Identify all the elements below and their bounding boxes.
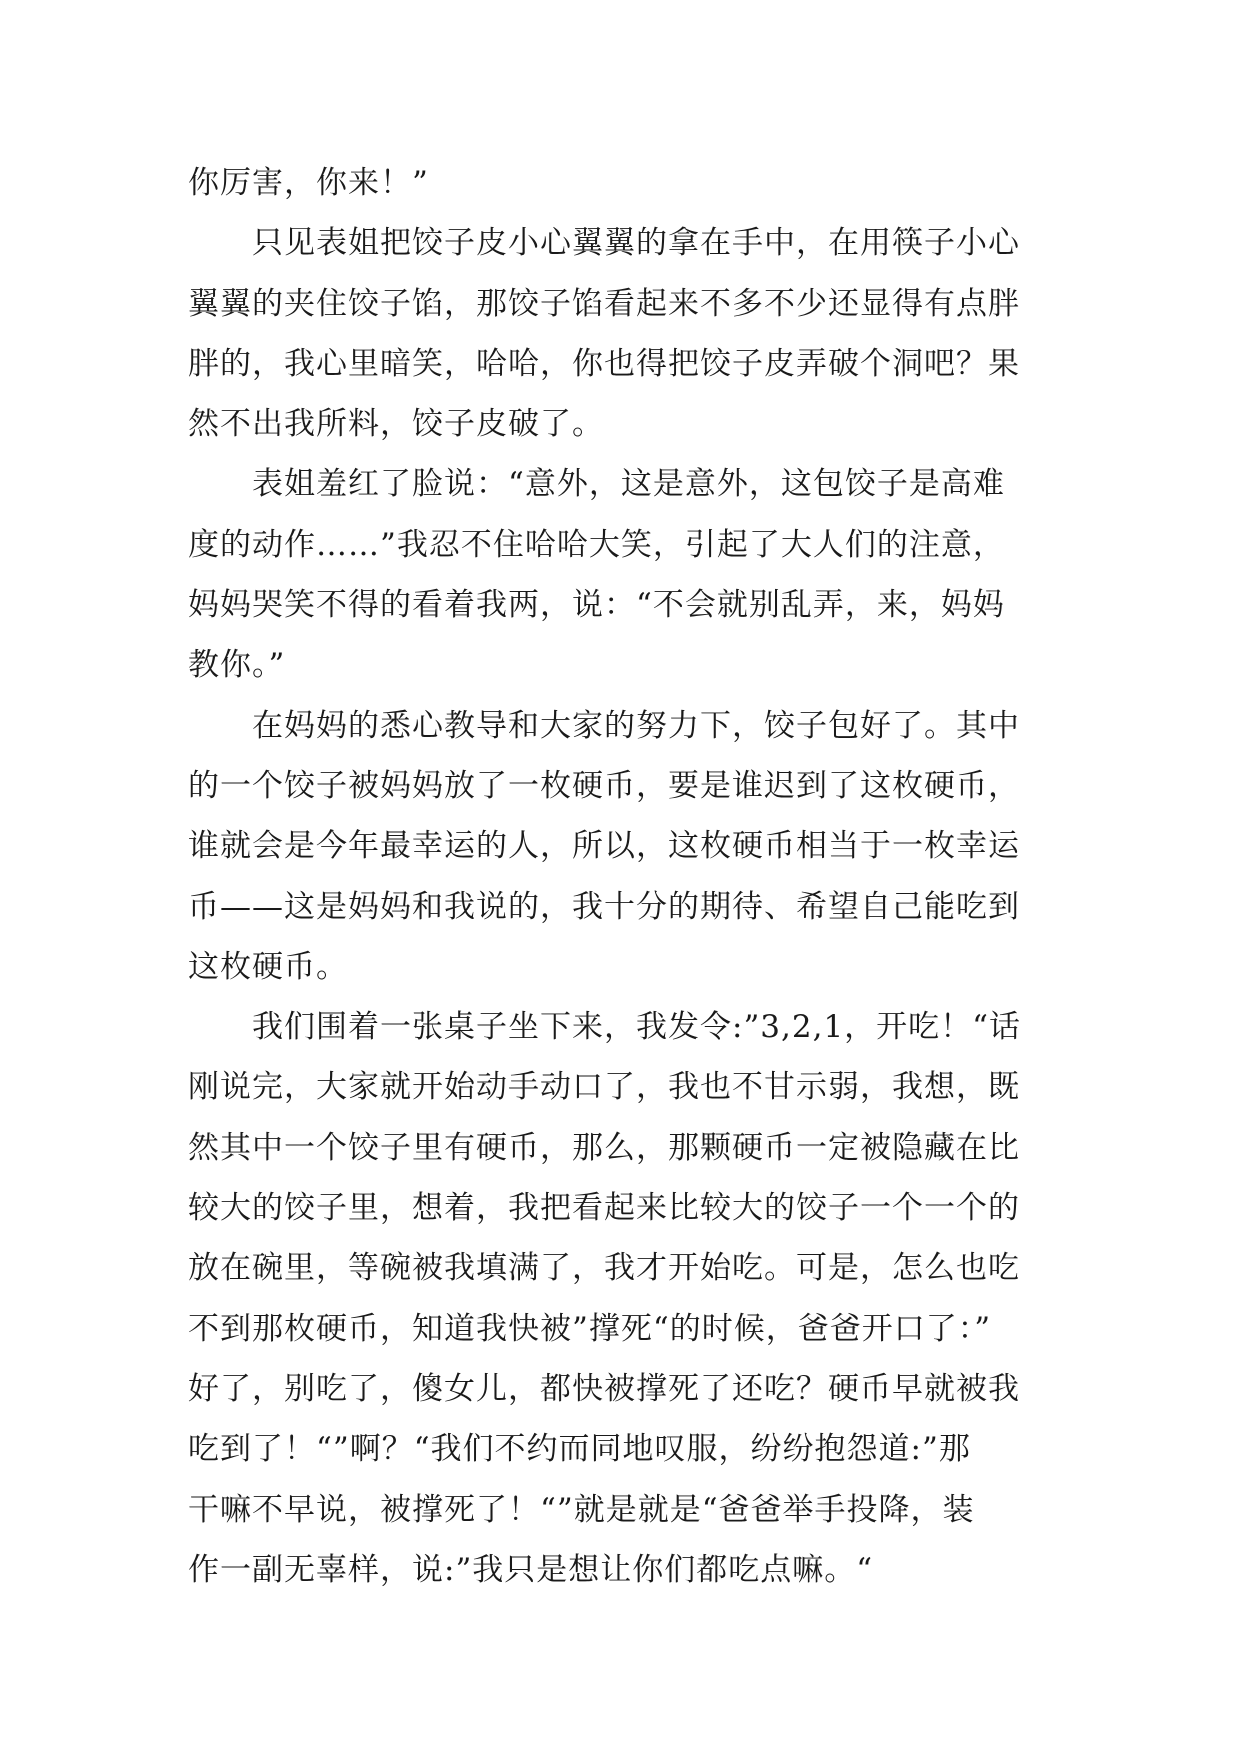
text-line: 教你。” [188,647,286,684]
text-line: 干嘛不早说，被撑死了！“”就是就是“爸爸举手投降，装 [188,1491,975,1528]
text-line: 较大的饺子里，想着，我把看起来比较大的饺子一个一个的 [188,1190,1020,1227]
text-line: 度的动作……”我忍不住哈哈大笑，引起了大人们的注意， [188,526,1005,563]
text-line: 在妈妈的悉心教导和大家的努力下，饺子包好了。其中 [252,707,1020,744]
text-line: 作一副无辜样，说:”我只是想让你们都吃点嘛。“ [188,1551,874,1588]
text-line: 币——这是妈妈和我说的，我十分的期待、希望自己能吃到 [188,888,1020,925]
text-line: 然其中一个饺子里有硬币，那么，那颗硬币一定被隐藏在比 [188,1129,1020,1166]
text-line: 胖的，我心里暗笑，哈哈，你也得把饺子皮弄破个洞吧？果 [188,345,1020,382]
text-line: 好了，别吃了，傻女儿，都快被撑死了还吃？硬币早就被我 [188,1370,1020,1407]
text-line: 表姐羞红了脸说：“意外，这是意外，这包饺子是高难 [252,466,1005,503]
text-line: 放在碗里，等碗被我填满了，我才开始吃。可是，怎么也吃 [188,1250,1020,1287]
text-line: 吃到了！“”啊？“我们不约而同地叹服，纷纷抱怨道:”那 [188,1431,971,1468]
text-line: 不到那枚硬币，知道我快被”撑死“的时候，爸爸开口了：” [188,1310,992,1347]
text-line: 谁就会是今年最幸运的人，所以，这枚硬币相当于一枚幸运 [188,828,1020,865]
text-line: 翼翼的夹住饺子馅，那饺子馅看起来不多不少还显得有点胖 [188,285,1020,322]
text-line: 妈妈哭笑不得的看着我两，说：“不会就别乱弄，来，妈妈 [188,587,1005,624]
text-line: 刚说完，大家就开始动手动口了，我也不甘示弱，我想，既 [188,1069,1020,1106]
text-line: 你厉害，你来！” [188,165,429,201]
text-line: 然不出我所料，饺子皮破了。 [188,406,604,443]
body-text [188,153,1068,1600]
text-line: 的一个饺子被妈妈放了一枚硬币，要是谁迟到了这枚硬币， [188,767,1020,804]
text-line: 我们围着一张桌子坐下来，我发令:”3,2,1，开吃！“话 [252,1009,1022,1046]
text-line: 这枚硬币。 [188,948,348,985]
text-line: 只见表姐把饺子皮小心翼翼的拿在手中，在用筷子小心 [252,225,1020,262]
